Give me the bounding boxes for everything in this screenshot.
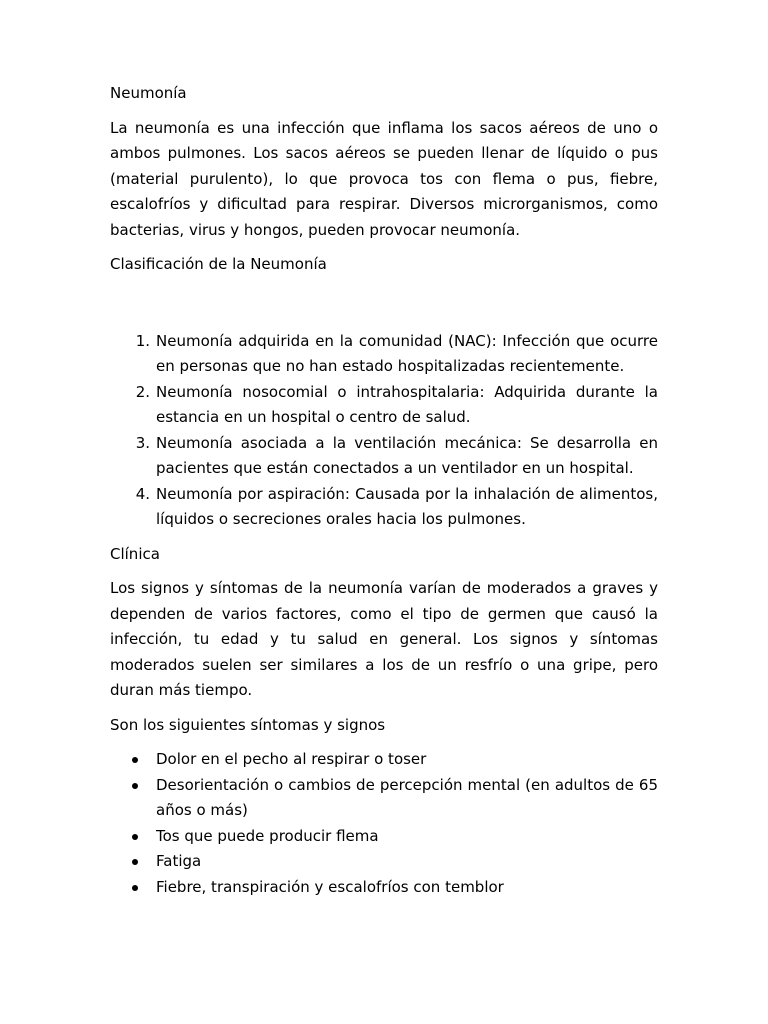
list-item-text: Dolor en el pecho al respirar o toser bbox=[156, 750, 427, 768]
list-item-text: Fatiga bbox=[156, 852, 202, 870]
list-number: 1. bbox=[135, 331, 150, 350]
bullet-icon bbox=[132, 783, 138, 789]
classification-heading: Clasificación de la Neumonía bbox=[110, 255, 327, 273]
bullet-icon bbox=[132, 834, 138, 840]
list-item bbox=[110, 747, 658, 773]
symptoms-heading: Son los siguientes síntomas y signos bbox=[110, 715, 386, 734]
document-page bbox=[110, 81, 658, 900]
list-item-text: Desorientación o cambios de percepción mental (en adultos de 65 años o más) bbox=[156, 775, 658, 819]
list-number: 2. bbox=[135, 382, 150, 401]
list-number: 3. bbox=[135, 433, 150, 452]
list-item-text: Neumonía adquirida en la comunidad (NAC): Infección que ocurre en personas que no han estado hospitalizadas recientemente. bbox=[156, 331, 658, 375]
list-item bbox=[110, 380, 658, 431]
clinica-paragraph: Los signos y síntomas de la neumonía varían de moderados a graves y dependen de varios factores, como el tipo de germen que causó la infección, tu edad y tu salud en general. Los signos y síntomas moderados suelen ser similares a los de un resfrío o una gripe, pero duran más tiempo. bbox=[110, 579, 658, 699]
list-item bbox=[110, 824, 658, 850]
list-item bbox=[110, 875, 658, 901]
symptoms-list bbox=[110, 747, 658, 900]
list-item bbox=[110, 482, 658, 533]
list-item-text: Neumonía asociada a la ventilación mecánica: Se desarrolla en pacientes que están conectados a un ventilador en un hospital. bbox=[156, 433, 658, 477]
list-item-text: Tos que puede producir flema bbox=[156, 826, 379, 845]
list-item bbox=[110, 773, 658, 824]
clinica-heading: Clínica bbox=[110, 544, 160, 563]
list-item-text: Neumonía nosocomial o intrahospitalaria: Adquirida durante la estancia en un hospital o centro de salud. bbox=[156, 382, 658, 426]
list-item bbox=[110, 329, 658, 380]
list-item bbox=[110, 431, 658, 482]
bullet-icon bbox=[132, 885, 138, 891]
blank-line bbox=[110, 278, 658, 329]
intro-paragraph: La neumonía es una infección que inflama los sacos aéreos de uno o ambos pulmones. Los sacos aéreos se pueden llenar de líquido o pus (material purulento), lo que provoca tos con flema o pus, fiebre, escalofríos y dificultad para respirar. Diversos microrganismos, como bacterias, virus y hongos, pueden provocar neumonía. bbox=[110, 118, 658, 239]
classification-list bbox=[110, 329, 658, 533]
list-item-text: Neumonía por aspiración: Causada por la inhalación de alimentos, líquidos o secreciones orales hacia los pulmones. bbox=[156, 484, 658, 528]
bullet-icon bbox=[132, 757, 138, 763]
document-title: Neumonía bbox=[110, 84, 187, 102]
list-number: 4. bbox=[135, 484, 150, 503]
list-item bbox=[110, 849, 658, 875]
bullet-icon bbox=[132, 859, 138, 865]
list-item-text: Fiebre, transpiración y escalofríos con temblor bbox=[156, 877, 504, 896]
